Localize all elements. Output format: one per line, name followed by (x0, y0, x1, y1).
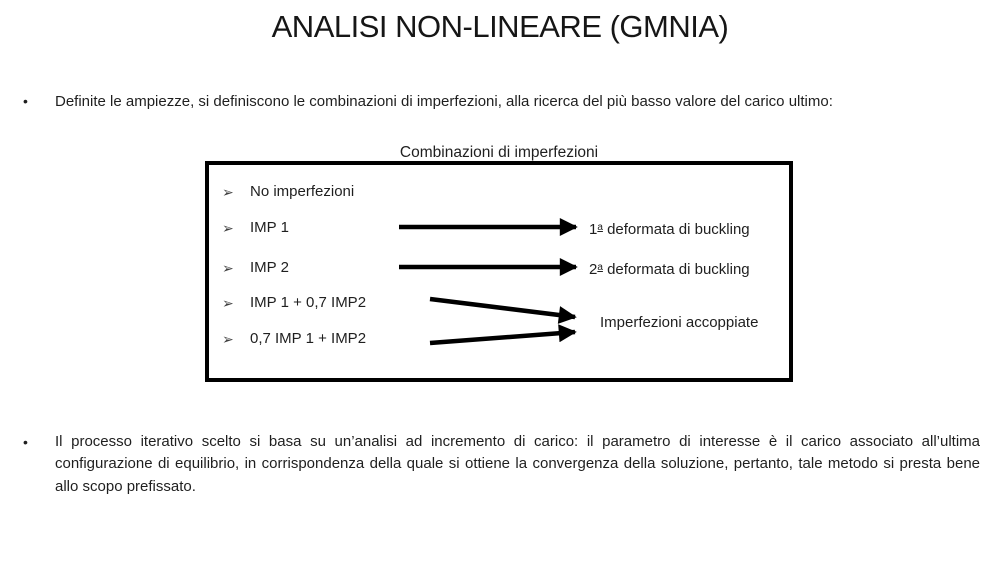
arrowhead-bullet-icon: ➢ (222, 295, 234, 311)
arrowhead-bullet-icon: ➢ (222, 220, 234, 236)
list-item-imp1 (222, 219, 289, 237)
list-item-07imp1-imp2 (222, 330, 367, 348)
figure-caption: Combinazioni di imperfezioni (399, 144, 599, 161)
ordinal-number: 1 (589, 221, 598, 238)
bullet-icon: • (23, 93, 28, 109)
list-item-no-imperfezioni (222, 183, 355, 201)
list-item-label: IMP 1 (250, 219, 289, 236)
result-label-buckling1 (589, 218, 750, 239)
arrowhead-bullet-icon: ➢ (222, 331, 234, 347)
list-item-imp2 (222, 259, 289, 277)
slide-title: ANALISI NON-LINEARE (GMNIA) (271, 9, 729, 44)
list-item-label: IMP 2 (250, 259, 289, 276)
ordinal-suffix: a (597, 222, 603, 233)
result-label-accoppiate: Imperfezioni accoppiate (600, 314, 759, 331)
list-item-label: No imperfezioni (250, 183, 355, 200)
arrowhead-bullet-icon: ➢ (222, 260, 234, 276)
list-item-label: IMP 1 + 0,7 IMP2 (250, 294, 367, 311)
arrowhead-bullet-icon: ➢ (222, 184, 234, 200)
list-item-imp1-07imp2 (222, 294, 367, 312)
bullet-icon: • (23, 434, 28, 450)
ordinal-number: 2 (589, 261, 598, 278)
ordinal-suffix: a (597, 262, 603, 273)
result-text: deformata di buckling (602, 221, 750, 238)
bullet2-text: Il processo iterativo scelto si basa su un’analisi ad incremento di carico: il parametro di interesse è il carico associato all’ultima configurazione di equilibrio, in corrispondenza della quale si ottiene la convergenza della soluzione, pertanto, tale metodo si presta bene allo scopo prefissato. (55, 433, 980, 495)
bullet-item-definite-ampiezze (0, 92, 1000, 112)
list-item-label: 0,7 IMP 1 + IMP2 (250, 330, 367, 347)
result-label-buckling2 (589, 258, 750, 279)
bullet-item-processo-iterativo (0, 431, 1000, 503)
result-text: deformata di buckling (602, 261, 750, 278)
bullet1-text: Definite le ampiezze, si definiscono le combinazioni di imperfezioni, alla ricerca del più basso valore del carico ultimo: (55, 93, 833, 110)
